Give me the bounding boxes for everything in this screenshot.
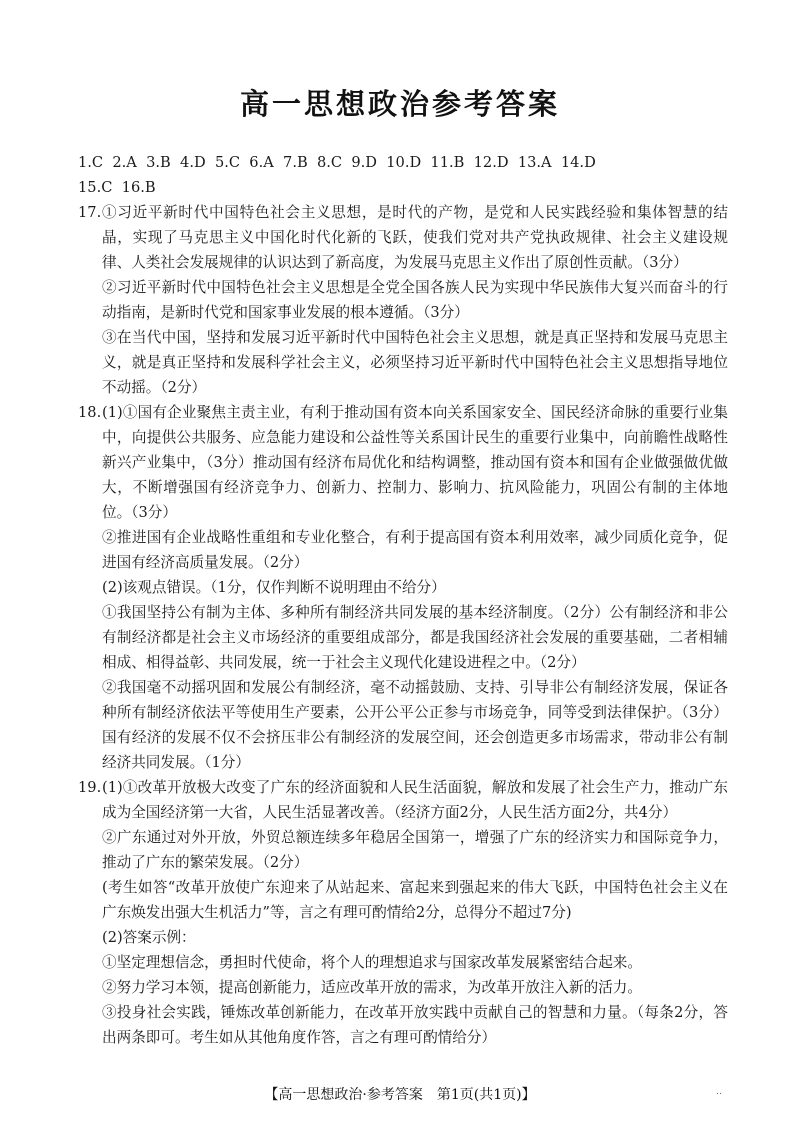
page-title: 高一思想政治参考答案 <box>239 87 560 121</box>
answer-content <box>78 150 728 1050</box>
answer-paragraph: ①坚定理想信念，勇担时代使命，将个人的理想追求与国家改革发展紧密结合起来。 <box>102 954 642 971</box>
page-footer: 【高一思想政治·参考答案 第1页(共1页)】 <box>264 1087 536 1103</box>
choice-answers-line-2: 15.C 16.B <box>78 179 156 196</box>
answer-paragraph: ③投身社会实践，锤炼改革创新能力，在改革开放实践中贡献自己的智慧和力量。（每条2分，答出两条即可。考生如从其他角度作答，言之有理可酌情给分） <box>102 1004 728 1046</box>
answer-paragraph: (2)该观点错误。（1分，仅作判断不说明理由不给分） <box>102 579 446 596</box>
answer-paragraph: ②广东通过对外开放，外贸总额连续多年稳居全国第一，增强了广东的经济实力和国际竞争力，推动了广东的繁荣发展。（2分） <box>102 829 728 871</box>
question-18-answer <box>78 400 728 775</box>
multiple-choice-answers <box>78 150 728 200</box>
answer-paragraph: ②我国毫不动摇巩固和发展公有制经济，毫不动摇鼓励、支持、引导非公有制经济发展，保证各种所有制经济依法平等使用生产要素，公开公平公正参与市场竞争，同等受到法律保护。（3分）国有经济的发展不仅不会挤压非公有制经济的发展空间，还会创造更多市场需求，带动非公有制经济共同发展。（1分） <box>102 679 728 771</box>
answer-paragraph: ②努力学习本领，提高创新能力，适应改革开放的需求，为改革开放注入新的活力。 <box>102 979 642 996</box>
question-number: 19. <box>78 779 102 796</box>
choice-answers-line-1: 1.C 2.A 3.B 4.D 5.C 6.A 7.B 8.C 9.D 10.D 11.B 12.D 13.A 14.D <box>78 154 596 171</box>
corner-mark: ‥ <box>716 1087 723 1097</box>
question-number: 17. <box>78 204 102 221</box>
answer-paragraph: (2)答案示例： <box>102 929 196 946</box>
answer-paragraph: ②推进国有企业战略性重组和专业化整合，有利于提高国有资本利用效率，减少同质化竞争，促进国有经济高质量发展。（2分） <box>102 529 728 571</box>
question-17-answer <box>78 200 728 400</box>
answer-paragraph: (考生如答“改革开放使广东迎来了从站起来、富起来到强起来的伟大飞跃，中国特色社会主义在广东焕发出强大生机活力”等，言之有理可酌情给2分，总得分不超过7分) <box>102 879 728 921</box>
answer-paragraph: ①我国坚持公有制为主体、多种所有制经济共同发展的基本经济制度。（2分）公有制经济和非公有制经济都是社会主义市场经济的重要组成部分，都是我国经济社会发展的重要基础，二者相辅相成、相得益彰、共同发展，统一于社会主义现代化建设进程之中。（2分） <box>102 604 728 671</box>
answer-paragraph: ②习近平新时代中国特色社会主义思想是全党全国各族人民为实现中华民族伟大复兴而奋斗的行动指南，是新时代党和国家事业发展的根本遵循。（3分） <box>102 279 728 321</box>
answer-paragraph: ③在当代中国，坚持和发展习近平新时代中国特色社会主义思想，就是真正坚持和发展马克思主义，就是真正坚持和发展科学社会主义，必须坚持习近平新时代中国特色社会主义思想指导地位不动摇。（2分） <box>102 329 728 396</box>
answer-paragraph: (1)①国有企业聚焦主责主业，有利于推动国有资本向关系国家安全、国民经济命脉的重要行业集中，向提供公共服务、应急能力建设和公益性等关系国计民生的重要行业集中，向前瞻性战略性新兴产业集中，（3分）推动国有经济布局优化和结构调整，推动国有资本和国有企业做强做优做大，不断增强国有经济竞争力、创新力、控制力、影响力、抗风险能力，巩固公有制的主体地位。（3分） <box>102 404 728 521</box>
answer-paragraph: ①习近平新时代中国特色社会主义思想，是时代的产物，是党和人民实践经验和集体智慧的结晶，实现了马克思主义中国化时代化新的飞跃，使我们党对共产党执政规律、社会主义建设规律、人类社会发展规律的认识达到了新高度，为发展马克思主义作出了原创性贡献。（3分） <box>102 204 728 271</box>
answer-paragraph: (1)①改革开放极大改变了广东的经济面貌和人民生活面貌，解放和发展了社会生产力，推动广东成为全国经济第一大省，人民生活显著改善。（经济方面2分，人民生活方面2分，共4分） <box>102 779 728 821</box>
question-number: 18. <box>78 404 102 421</box>
question-19-answer <box>78 775 728 1050</box>
